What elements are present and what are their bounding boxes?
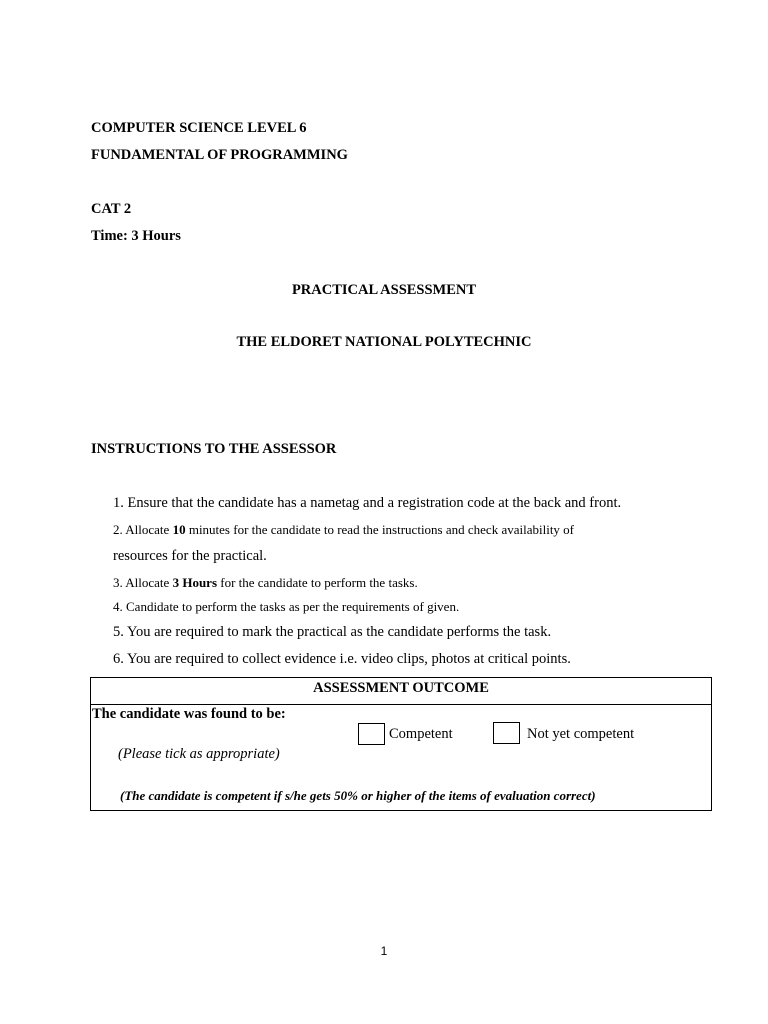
instruction-item-1: 1. Ensure that the candidate has a nametag and a registration code at the back and front. bbox=[113, 495, 622, 511]
instruction-item-5: 5. You are required to mark the practical as the candidate performs the task. bbox=[113, 624, 552, 640]
instructions-heading: INSTRUCTIONS TO THE ASSESSOR bbox=[91, 441, 337, 457]
instruction-item-3 bbox=[113, 574, 418, 592]
tick-instruction: (Please tick as appropriate) bbox=[118, 746, 280, 762]
instruction-item-2-minutes: 10 bbox=[172, 522, 186, 537]
instruction-item-2 bbox=[113, 521, 574, 539]
instruction-item-3-hours: 3 Hours bbox=[172, 575, 217, 590]
time-label: Time: 3 Hours bbox=[91, 228, 181, 244]
assessment-outcome-heading: ASSESSMENT OUTCOME bbox=[91, 678, 711, 705]
instruction-item-2-prefix: 2. Allocate bbox=[113, 522, 173, 537]
assessment-outcome-table bbox=[90, 677, 712, 811]
institution-title: THE ELDORET NATIONAL POLYTECHNIC bbox=[236, 334, 532, 350]
not-yet-competent-label: Not yet competent bbox=[527, 726, 635, 742]
candidate-found-label: The candidate was found to be: bbox=[92, 706, 286, 722]
unit-title: FUNDAMENTAL OF PROGRAMMING bbox=[91, 147, 348, 163]
instruction-item-2-continued: resources for the practical. bbox=[113, 548, 267, 564]
competency-rule: (The candidate is competent if s/he gets 50% or higher of the items of evaluation correct) bbox=[120, 788, 596, 803]
instruction-item-3-suffix: for the candidate to perform the tasks. bbox=[217, 575, 418, 590]
instruction-item-2-suffix: minutes for the candidate to read the instructions and check availability of bbox=[185, 522, 575, 537]
not-yet-competent-checkbox[interactable] bbox=[493, 722, 520, 744]
assessment-title: PRACTICAL ASSESSMENT bbox=[291, 282, 477, 298]
page-number: 1 bbox=[380, 944, 388, 958]
instruction-item-6: 6. You are required to collect evidence i.e. video clips, photos at critical points. bbox=[113, 651, 571, 667]
competent-label: Competent bbox=[389, 726, 453, 742]
cat-label: CAT 2 bbox=[91, 201, 132, 217]
course-title: COMPUTER SCIENCE LEVEL 6 bbox=[91, 120, 307, 136]
competent-checkbox[interactable] bbox=[358, 723, 385, 745]
instruction-item-3-prefix: 3. Allocate bbox=[113, 575, 173, 590]
instruction-item-4: 4. Candidate to perform the tasks as per the requirements of given. bbox=[113, 599, 460, 614]
